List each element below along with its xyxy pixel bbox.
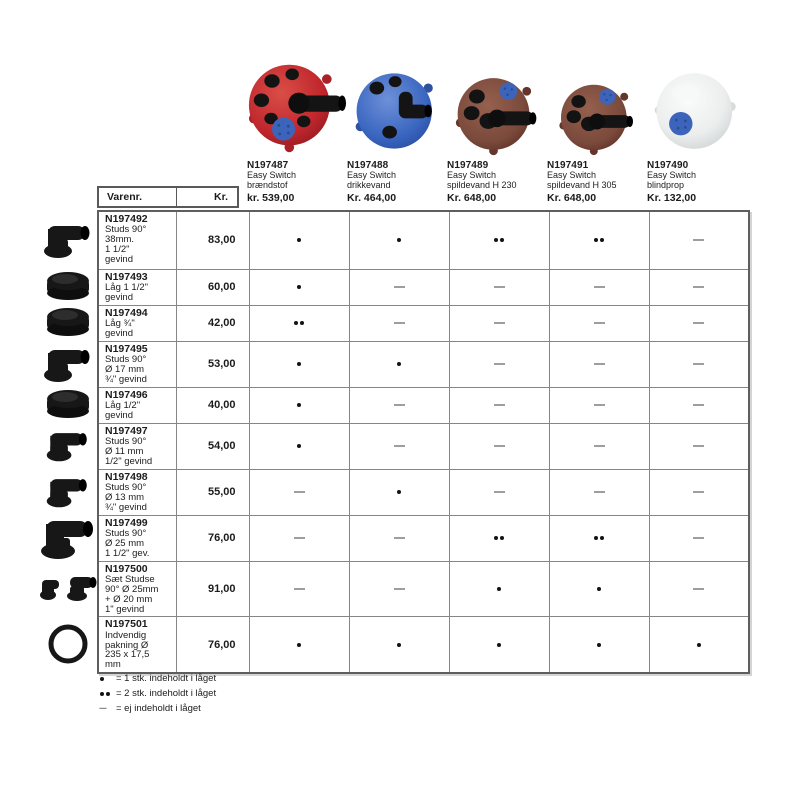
item-description-line: gevind (105, 327, 133, 339)
product-card (247, 58, 347, 204)
item-description-cell (98, 211, 176, 269)
included-dot (397, 643, 401, 647)
product-name-line: Easy Switch (347, 170, 397, 180)
compatibility-mark-cell (449, 305, 549, 341)
item-description-line: Ø 11 mm (105, 445, 144, 457)
item-price-cell: 53,00 (176, 341, 249, 387)
compatibility-mark-cell (549, 269, 649, 305)
product-name-line: Easy Switch (647, 170, 697, 180)
compatibility-mark-cell (549, 423, 649, 469)
product-name-line: Easy Switch (447, 170, 497, 180)
legend-one-dot-symbol (99, 677, 116, 681)
compatibility-mark-cell (349, 305, 449, 341)
item-description-line: Studs 90° (105, 527, 147, 539)
not-included-dash (693, 363, 704, 365)
o-ring-icon (46, 622, 90, 666)
product-price: Kr. 648,00 (547, 191, 597, 204)
compatibility-mark-cell (549, 341, 649, 387)
not-included-dash (294, 588, 305, 590)
item-description-line: 38mm. (105, 234, 135, 246)
compatibility-mark-cell (349, 211, 449, 269)
not-included-dash (394, 445, 405, 447)
compatibility-mark-cell (349, 387, 449, 423)
compatibility-mark-cell (449, 469, 549, 515)
included-dot (697, 643, 701, 647)
included-dot (297, 403, 301, 407)
item-description-line: Låg ¾" (105, 317, 135, 329)
table-row (98, 341, 749, 387)
included-dot (594, 536, 598, 540)
product-code: N197490 (647, 160, 689, 171)
compatibility-mark-cell (449, 269, 549, 305)
item-description-line: Ø 13 mm (105, 491, 145, 503)
item-number: N197501 (105, 618, 148, 631)
part-thumbnail (38, 574, 98, 602)
product-card (647, 58, 747, 204)
elbow-set-icon (39, 574, 97, 602)
included-dot (500, 536, 504, 540)
item-description-cell (98, 305, 176, 341)
compatibility-table (97, 210, 750, 674)
included-dot (494, 238, 498, 242)
product-image (647, 58, 747, 156)
item-description-line: 235 x 17,5 (105, 649, 150, 661)
not-included-dash (494, 322, 505, 324)
compatibility-mark-cell (549, 515, 649, 561)
compatibility-mark-cell (249, 469, 349, 515)
included-dot (106, 692, 110, 696)
item-description-line: mm (105, 659, 121, 671)
item-description-line: pakning Ø (105, 639, 149, 651)
legend-row (99, 701, 216, 716)
item-number: N197492 (105, 213, 148, 225)
compatibility-mark-cell (449, 211, 549, 269)
compatibility-mark-cell (549, 211, 649, 269)
item-price-cell: 40,00 (176, 387, 249, 423)
compatibility-mark-cell (349, 341, 449, 387)
item-price-cell: 42,00 (176, 305, 249, 341)
part-thumbnail (38, 427, 98, 462)
not-included-dash (693, 286, 704, 288)
not-included-dash (394, 322, 405, 324)
item-description-cell (98, 515, 176, 561)
large-elbow-fitting-icon (39, 514, 97, 560)
item-price-cell: 91,00 (176, 561, 249, 617)
included-dot (100, 677, 104, 681)
not-included-dash (594, 404, 605, 406)
compatibility-mark-cell (649, 305, 749, 341)
included-dot (297, 285, 301, 289)
compatibility-mark-cell (349, 269, 449, 305)
elbow-fitting-icon (42, 219, 94, 259)
compatibility-mark-cell (249, 387, 349, 423)
product-image (347, 58, 447, 156)
screw-cap-icon (45, 271, 91, 301)
item-description-line: 1 1/2" (105, 244, 130, 256)
item-price-cell: 83,00 (176, 211, 249, 269)
item-description-line: Studs 90° (105, 436, 147, 448)
compatibility-mark-cell (249, 561, 349, 617)
compatibility-mark-cell (649, 617, 749, 673)
item-description-cell (98, 341, 176, 387)
not-included-dash (594, 322, 605, 324)
not-included-dash (494, 363, 505, 365)
part-thumbnail (38, 389, 98, 419)
product-card (447, 58, 547, 204)
kr-header-cell: Kr. (213, 191, 228, 203)
table-row (98, 269, 749, 305)
legend-row (99, 686, 216, 701)
easy-switch-white-lid-image (652, 68, 742, 156)
not-included-dash (594, 286, 605, 288)
table-row (98, 617, 749, 673)
included-dot (397, 362, 401, 366)
screw-cap-icon (45, 307, 91, 337)
item-description-line: Studs 90° (105, 224, 147, 236)
part-thumbnail (38, 473, 98, 508)
compatibility-mark-cell (249, 341, 349, 387)
item-description-line: Låg 1 1/2" (105, 281, 148, 293)
compatibility-mark-cell (249, 305, 349, 341)
included-dot (297, 444, 301, 448)
item-description-line: Studs 90° (105, 353, 147, 365)
elbow-fitting-icon (45, 473, 91, 508)
not-included-dash (594, 363, 605, 365)
legend (99, 671, 216, 716)
included-dot (297, 643, 301, 647)
item-number: N197500 (105, 562, 148, 575)
item-description-line: 1/2" gevind (105, 455, 153, 467)
not-included-dash (693, 588, 704, 590)
compatibility-mark-cell (649, 423, 749, 469)
item-price-cell: 76,00 (176, 617, 249, 673)
item-description-cell (98, 561, 176, 617)
compatibility-mark-cell (349, 469, 449, 515)
legend-row (99, 671, 216, 686)
included-dot (497, 643, 501, 647)
not-included-dash (693, 322, 704, 324)
item-number: N197494 (105, 306, 148, 319)
not-included-dash (494, 491, 505, 493)
compatibility-mark-cell (449, 561, 549, 617)
legend-two-dot-symbol (99, 692, 116, 696)
part-thumbnail (38, 271, 98, 301)
legend-text: = 1 stk. indeholdt i låget (116, 673, 217, 684)
compatibility-mark-cell (249, 211, 349, 269)
item-number: N197495 (105, 342, 148, 355)
not-included-dash (494, 445, 505, 447)
compatibility-mark-cell (649, 211, 749, 269)
included-dot (297, 362, 301, 366)
not-included-dash (494, 404, 505, 406)
varenr-header-cell: Varenr. (99, 188, 177, 206)
not-included-dash (693, 537, 704, 539)
not-included-dash (494, 286, 505, 288)
legend-dash-symbol (99, 703, 116, 714)
table-row (98, 515, 749, 561)
product-name-line: Easy Switch (547, 170, 597, 180)
product-name-line: brændstof (247, 179, 288, 190)
compatibility-mark-cell (649, 469, 749, 515)
compatibility-mark-cell (649, 387, 749, 423)
product-card (347, 58, 447, 204)
item-price-cell: 60,00 (176, 269, 249, 305)
included-dot (600, 238, 604, 242)
compatibility-mark-cell (449, 341, 549, 387)
item-description-line: 1 1/2" gev. (105, 547, 150, 559)
table-row (98, 387, 749, 423)
compatibility-mark-cell (449, 387, 549, 423)
included-dot (500, 238, 504, 242)
included-dot (100, 692, 104, 696)
product-price: Kr. 464,00 (347, 191, 397, 204)
included-dot (397, 238, 401, 242)
item-description-line: ¾" gevind (105, 501, 147, 513)
compatibility-mark-cell (249, 515, 349, 561)
part-thumbnail (38, 219, 98, 259)
elbow-fitting-icon (45, 427, 91, 462)
compatibility-mark-cell (649, 561, 749, 617)
product-card (547, 58, 647, 204)
item-description-line: Studs 90° (105, 481, 147, 493)
item-price-cell: 76,00 (176, 515, 249, 561)
compatibility-mark-cell (449, 423, 549, 469)
product-price: Kr. 648,00 (447, 191, 497, 204)
item-description-cell (98, 617, 176, 673)
legend-text: = 2 stk. indeholdt i låget (116, 688, 217, 699)
item-description-cell (98, 387, 176, 423)
included-dot (297, 238, 301, 242)
item-description-line: Indvendig (105, 629, 147, 641)
compatibility-mark-cell (349, 515, 449, 561)
included-dot (300, 321, 304, 325)
compatibility-mark-cell (249, 617, 349, 673)
not-included-dash (693, 491, 704, 493)
item-description-line: ¾" gevind (105, 373, 147, 385)
easy-switch-red-lid-image (247, 58, 347, 156)
product-code: N197487 (247, 160, 289, 171)
compatibility-mark-cell (249, 423, 349, 469)
part-thumbnail (38, 514, 98, 560)
item-description-line: Ø 17 mm (105, 363, 145, 375)
not-included-dash: --- (99, 703, 106, 714)
screw-cap-icon (45, 389, 91, 419)
easy-switch-brown-lid-image (557, 79, 637, 156)
product-code: N197491 (547, 160, 589, 171)
compatibility-mark-cell (349, 617, 449, 673)
not-included-dash (294, 491, 305, 493)
easy-switch-blue-lid-image (351, 66, 443, 156)
compatibility-mark-cell (549, 617, 649, 673)
easy-switch-brown-lid-image (453, 72, 541, 156)
item-description-line: Ø 25 mm (105, 537, 145, 549)
legend-text: = ej indeholdt i låget (116, 703, 201, 714)
table-row (98, 561, 749, 617)
compatibility-mark-cell (649, 515, 749, 561)
item-description-line: + Ø 20 mm (105, 593, 153, 605)
not-included-dash (693, 404, 704, 406)
included-dot (494, 536, 498, 540)
product-name-line: blindprop (647, 179, 685, 190)
included-dot (397, 490, 401, 494)
included-dot (600, 536, 604, 540)
included-dot (597, 587, 601, 591)
not-included-dash (693, 239, 704, 241)
item-description-line: Sæt Studse (105, 573, 155, 585)
compatibility-mark-cell (449, 515, 549, 561)
item-number: N197498 (105, 470, 148, 483)
part-thumbnail (38, 307, 98, 337)
compatibility-mark-cell (649, 269, 749, 305)
elbow-fitting-icon (42, 343, 94, 383)
item-description-line: gevind (105, 409, 133, 421)
not-included-dash (394, 537, 405, 539)
compatibility-mark-cell (249, 269, 349, 305)
item-description-line: 90° Ø 25mm (105, 583, 159, 595)
item-description-line: Låg 1/2" (105, 399, 141, 411)
included-dot (294, 321, 298, 325)
product-name-line: Easy Switch (247, 170, 297, 180)
item-price-cell: 54,00 (176, 423, 249, 469)
table-row (98, 211, 749, 269)
table-row (98, 469, 749, 515)
product-name-line: spildevand H 305 (547, 179, 617, 190)
compatibility-mark-cell (349, 561, 449, 617)
not-included-dash (394, 404, 405, 406)
product-price: kr. 539,00 (247, 191, 295, 204)
not-included-dash (394, 286, 405, 288)
item-description-cell (98, 469, 176, 515)
product-name-line: drikkevand (347, 179, 391, 190)
table-row (98, 423, 749, 469)
not-included-dash (594, 445, 605, 447)
part-thumbnail (38, 622, 98, 666)
product-image (247, 58, 347, 156)
item-price-cell: 55,00 (176, 469, 249, 515)
compatibility-mark-cell (549, 387, 649, 423)
not-included-dash (294, 537, 305, 539)
table-header (97, 186, 239, 208)
product-code: N197489 (447, 160, 489, 171)
not-included-dash (394, 588, 405, 590)
product-code: N197488 (347, 160, 389, 171)
item-number: N197493 (105, 270, 148, 283)
item-description-line: gevind (105, 253, 133, 265)
product-price: Kr. 132,00 (647, 191, 697, 204)
compatibility-mark-cell (549, 469, 649, 515)
compatibility-mark-cell (549, 305, 649, 341)
item-number: N197496 (105, 388, 148, 401)
compatibility-mark-cell (349, 423, 449, 469)
included-dot (594, 238, 598, 242)
table-row (98, 305, 749, 341)
included-dot (597, 643, 601, 647)
item-description-cell (98, 269, 176, 305)
product-name-line: spildevand H 230 (447, 179, 517, 190)
product-image (447, 58, 547, 156)
product-image (547, 58, 647, 156)
item-number: N197499 (105, 516, 148, 529)
included-dot (497, 587, 501, 591)
item-description-cell (98, 423, 176, 469)
not-included-dash (693, 445, 704, 447)
part-thumbnail (38, 343, 98, 383)
item-description-line: 1" gevind (105, 603, 145, 615)
compatibility-mark-cell (649, 341, 749, 387)
item-description-line: gevind (105, 291, 133, 303)
item-number: N197497 (105, 424, 148, 437)
not-included-dash (594, 491, 605, 493)
compatibility-mark-cell (549, 561, 649, 617)
compatibility-mark-cell (449, 617, 549, 673)
